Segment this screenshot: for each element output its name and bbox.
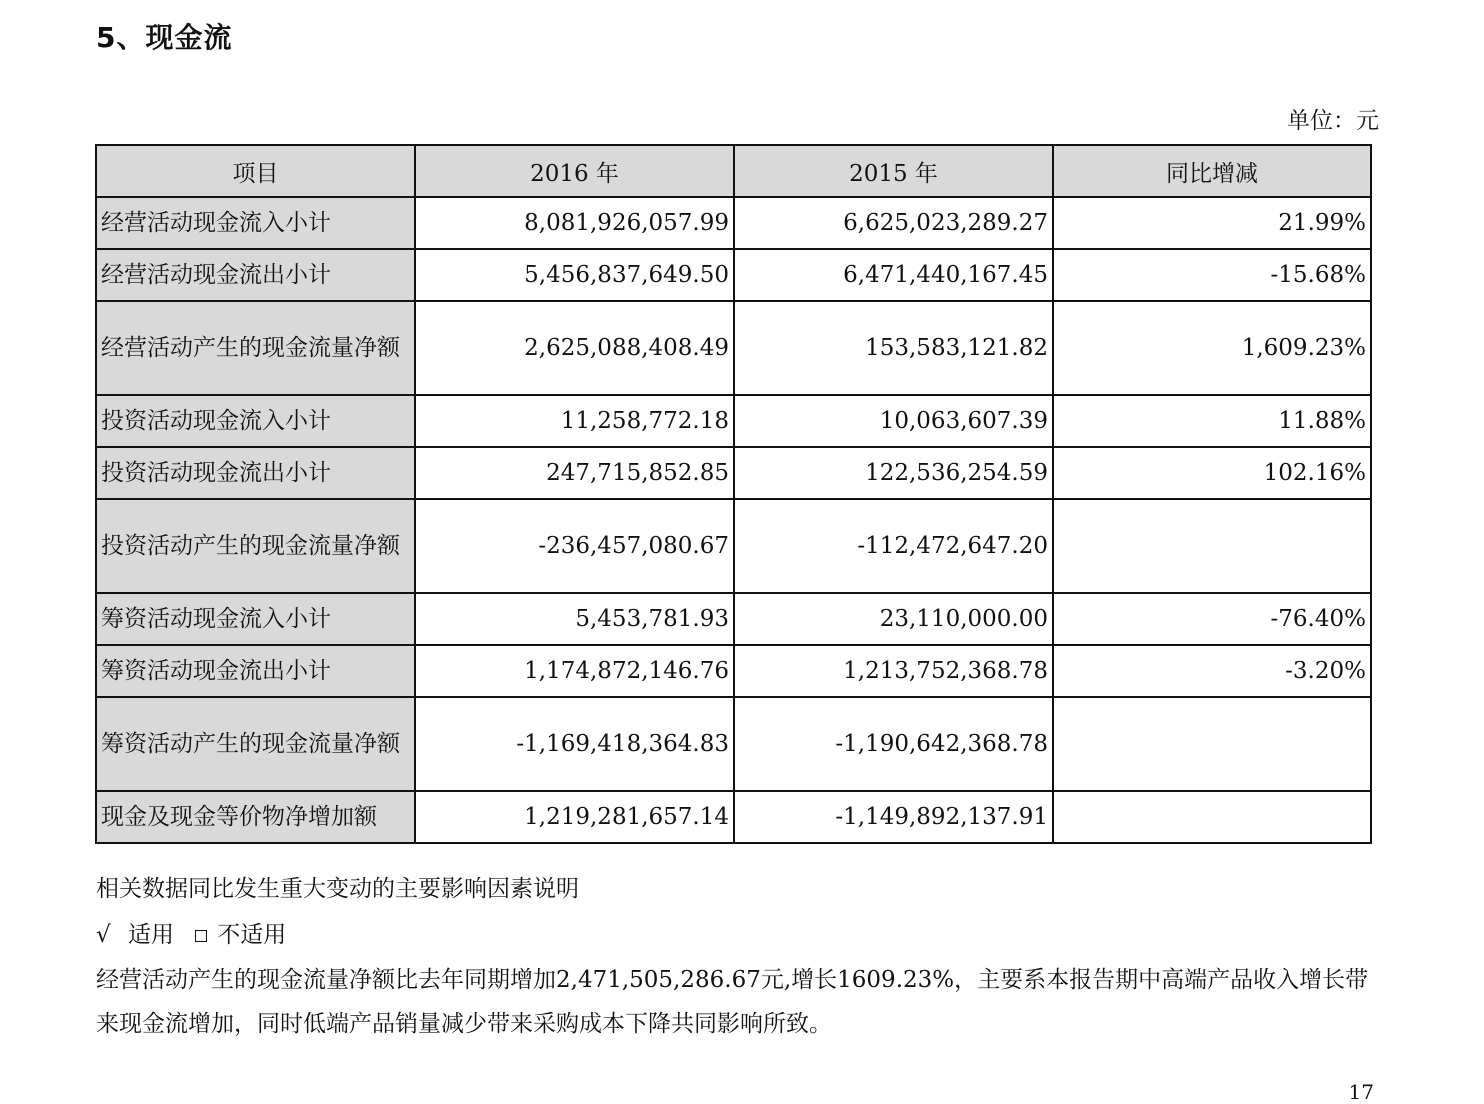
row-item: 经营活动现金流出小计: [96, 249, 415, 301]
table-row: [96, 249, 1371, 301]
row-2015: 153,583,121.82: [734, 301, 1053, 395]
row-change: 21.99%: [1053, 197, 1371, 249]
row-2016: -236,457,080.67: [415, 499, 734, 593]
row-2015: 6,471,440,167.45: [734, 249, 1053, 301]
row-2015: -112,472,647.20: [734, 499, 1053, 593]
row-change: -15.68%: [1053, 249, 1371, 301]
row-2015: -1,190,642,368.78: [734, 697, 1053, 791]
table-row: [96, 447, 1371, 499]
row-2016: 5,453,781.93: [415, 593, 734, 645]
row-2016: 5,456,837,649.50: [415, 249, 734, 301]
row-2015: 6,625,023,289.27: [734, 197, 1053, 249]
unit-label: 单位：元: [1287, 108, 1379, 134]
row-item: 现金及现金等价物净增加额: [96, 791, 415, 843]
cash-flow-table: [95, 144, 1372, 844]
table-row: [96, 791, 1371, 843]
row-2016: 11,258,772.18: [415, 395, 734, 447]
row-change: -3.20%: [1053, 645, 1371, 697]
table-row: [96, 395, 1371, 447]
row-2015: -1,149,892,137.91: [734, 791, 1053, 843]
note-title: 相关数据同比发生重大变动的主要影响因素说明: [96, 876, 579, 902]
table-row: [96, 197, 1371, 249]
row-item: 筹资活动现金流出小计: [96, 645, 415, 697]
row-change: [1053, 697, 1371, 791]
row-change: [1053, 499, 1371, 593]
row-change: 102.16%: [1053, 447, 1371, 499]
table-row: [96, 499, 1371, 593]
check-mark-icon: √: [96, 922, 111, 948]
explanation-paragraph: 经营活动产生的现金流量净额比去年同期增加2,471,505,286.67元,增长1609.23%，主要系本报告期中高端产品收入增长带来现金流增加，同时低端产品销量减少带来采购成本下降共同影响所致。: [96, 967, 1369, 1037]
table-row: [96, 645, 1371, 697]
row-2015: 10,063,607.39: [734, 395, 1053, 447]
row-item: 筹资活动产生的现金流量净额: [96, 697, 415, 791]
checkbox-empty-icon: [195, 930, 207, 942]
table-row: [96, 593, 1371, 645]
row-change: 1,609.23%: [1053, 301, 1371, 395]
row-item: 筹资活动现金流入小计: [96, 593, 415, 645]
row-item: 投资活动现金流入小计: [96, 395, 415, 447]
row-2015: 122,536,254.59: [734, 447, 1053, 499]
table-header-row: [96, 145, 1371, 197]
section-title: 5、现金流: [96, 21, 233, 54]
row-change: [1053, 791, 1371, 843]
header-item: 项目: [96, 145, 415, 197]
row-item: 投资活动现金流出小计: [96, 447, 415, 499]
row-2015: 23,110,000.00: [734, 593, 1053, 645]
page-number: 17: [1348, 1080, 1374, 1104]
row-change: 11.88%: [1053, 395, 1371, 447]
row-2016: 247,715,852.85: [415, 447, 734, 499]
row-2016: 1,174,872,146.76: [415, 645, 734, 697]
row-change: -76.40%: [1053, 593, 1371, 645]
header-2015: 2015 年: [734, 145, 1053, 197]
table-row: [96, 301, 1371, 395]
header-2016: 2016 年: [415, 145, 734, 197]
row-2016: 8,081,926,057.99: [415, 197, 734, 249]
row-2016: 2,625,088,408.49: [415, 301, 734, 395]
applicable-label: 适用: [127, 922, 174, 948]
applicable-options: [96, 916, 286, 949]
row-item: 投资活动产生的现金流量净额: [96, 499, 415, 593]
not-applicable-label: 不适用: [217, 922, 287, 948]
row-2016: -1,169,418,364.83: [415, 697, 734, 791]
row-2015: 1,213,752,368.78: [734, 645, 1053, 697]
table-row: [96, 697, 1371, 791]
row-item: 经营活动产生的现金流量净额: [96, 301, 415, 395]
header-change: 同比增减: [1053, 145, 1371, 197]
row-2016: 1,219,281,657.14: [415, 791, 734, 843]
row-item: 经营活动现金流入小计: [96, 197, 415, 249]
